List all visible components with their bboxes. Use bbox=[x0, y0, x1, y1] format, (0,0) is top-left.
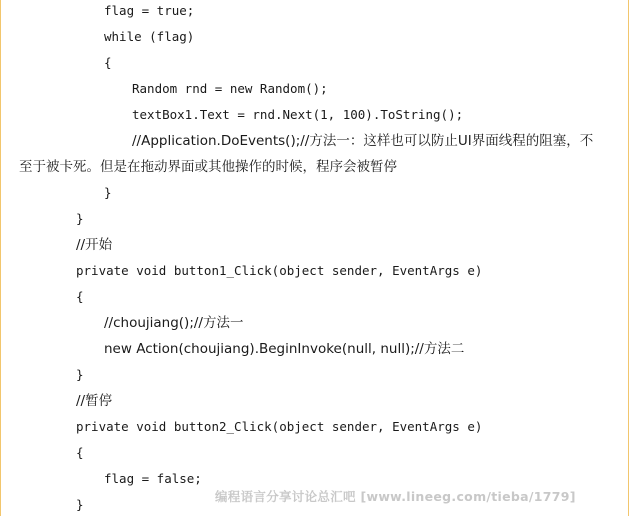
code-line-comment-pause: //暂停 bbox=[76, 393, 113, 409]
code-line-begin-invoke: new Action(choujiang).BeginInvoke(null, null);//方法二 bbox=[104, 341, 465, 357]
code-line-textbox: textBox1.Text = rnd.Next(1, 100).ToString(); bbox=[132, 107, 464, 122]
code-line-random: Random rnd = new Random(); bbox=[132, 81, 328, 96]
code-line-comment-continuation: 至于被卡死。但是在拖动界面或其他操作的时候，程序会被暂停 bbox=[19, 159, 397, 175]
code-line-flag-true: flag = true; bbox=[104, 3, 195, 18]
code-line-open-brace: { bbox=[76, 289, 84, 304]
code-line-close-brace: } bbox=[104, 185, 112, 200]
code-line-close-brace: } bbox=[76, 497, 84, 512]
code-line-while: while (flag) bbox=[104, 29, 195, 44]
code-line-button2-click: private void button2_Click(object sender, EventArgs e) bbox=[76, 419, 483, 434]
code-line-close-brace: } bbox=[76, 211, 84, 226]
code-line-open-brace: { bbox=[76, 445, 84, 460]
code-line-comment-doevents: //Application.DoEvents();//方法一：这样也可以防止UI界面线程的阻塞，不 bbox=[132, 133, 594, 149]
code-line-comment-start: //开始 bbox=[76, 237, 113, 253]
code-line-button1-click: private void button1_Click(object sender, EventArgs e) bbox=[76, 263, 483, 278]
code-line-comment-choujiang: //choujiang();//方法一 bbox=[104, 315, 244, 331]
code-line-flag-false: flag = false; bbox=[104, 471, 202, 486]
code-line-close-brace: } bbox=[76, 367, 84, 382]
watermark-text: 编程语言分享讨论总汇吧 [www.lineeg.com/tieba/1779] bbox=[215, 489, 576, 504]
code-line-open-brace: { bbox=[104, 55, 112, 70]
